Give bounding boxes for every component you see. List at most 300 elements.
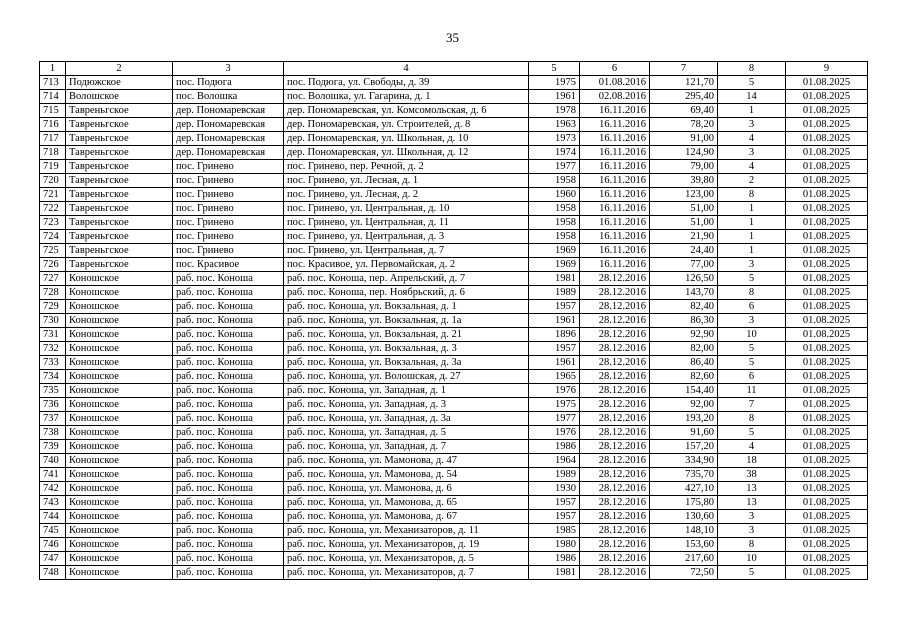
address-cell: раб. пос. Коноша, ул. Вокзальная, д. 1а [284, 314, 529, 328]
residents-cell: 8 [718, 538, 786, 552]
year-cell: 1964 [529, 454, 580, 468]
locality-cell: раб. пос. Коноша [173, 356, 284, 370]
column-header-5: 5 [529, 62, 580, 76]
settlement-cell: Тавреньгское [66, 244, 173, 258]
area-cell: 82,00 [650, 342, 718, 356]
residents-cell: 3 [718, 510, 786, 524]
planned-date-cell: 01.08.2025 [786, 160, 868, 174]
table-row [40, 468, 868, 482]
table-row [40, 300, 868, 314]
column-header-6: 6 [580, 62, 650, 76]
settlement-cell: Коношское [66, 300, 173, 314]
area-cell: 92,90 [650, 328, 718, 342]
address-cell: раб. пос. Коноша, ул. Мамонова, д. 67 [284, 510, 529, 524]
address-cell: дер. Пономаревская, ул. Школьная, д. 12 [284, 146, 529, 160]
residents-cell: 3 [718, 258, 786, 272]
table-row [40, 328, 868, 342]
locality-cell: раб. пос. Коноша [173, 384, 284, 398]
table-row [40, 356, 868, 370]
date-cell: 28.12.2016 [580, 370, 650, 384]
table-row [40, 272, 868, 286]
locality-cell: пос. Гринево [173, 230, 284, 244]
address-cell: пос. Гринево, ул. Лесная, д. 2 [284, 188, 529, 202]
settlement-cell: Коношское [66, 566, 173, 580]
year-cell: 1989 [529, 468, 580, 482]
locality-cell: раб. пос. Коноша [173, 510, 284, 524]
row-number-cell: 716 [40, 118, 66, 132]
planned-date-cell: 01.08.2025 [786, 216, 868, 230]
locality-cell: дер. Пономаревская [173, 146, 284, 160]
row-number-cell: 722 [40, 202, 66, 216]
row-number-cell: 718 [40, 146, 66, 160]
address-cell: раб. пос. Коноша, пер. Апрельский, д. 7 [284, 272, 529, 286]
date-cell: 16.11.2016 [580, 160, 650, 174]
row-number-cell: 729 [40, 300, 66, 314]
residents-cell: 8 [718, 412, 786, 426]
area-cell: 121,70 [650, 76, 718, 90]
address-cell: раб. пос. Коноша, ул. Волошская, д. 27 [284, 370, 529, 384]
year-cell: 1965 [529, 370, 580, 384]
settlement-cell: Тавреньгское [66, 188, 173, 202]
residents-cell: 1 [718, 104, 786, 118]
locality-cell: дер. Пономаревская [173, 132, 284, 146]
date-cell: 28.12.2016 [580, 356, 650, 370]
locality-cell: пос. Подюга [173, 76, 284, 90]
date-cell: 28.12.2016 [580, 524, 650, 538]
year-cell: 1978 [529, 104, 580, 118]
date-cell: 01.08.2016 [580, 76, 650, 90]
row-number-cell: 726 [40, 258, 66, 272]
date-cell: 16.11.2016 [580, 132, 650, 146]
settlement-cell: Волошское [66, 90, 173, 104]
settlement-cell: Тавреньгское [66, 216, 173, 230]
date-cell: 28.12.2016 [580, 384, 650, 398]
locality-cell: дер. Пономаревская [173, 104, 284, 118]
residents-cell: 11 [718, 384, 786, 398]
table-header [40, 62, 868, 76]
locality-cell: раб. пос. Коноша [173, 566, 284, 580]
area-cell: 153,60 [650, 538, 718, 552]
table-row [40, 496, 868, 510]
residents-cell: 1 [718, 244, 786, 258]
planned-date-cell: 01.08.2025 [786, 174, 868, 188]
row-number-cell: 738 [40, 426, 66, 440]
residents-cell: 5 [718, 272, 786, 286]
address-cell: пос. Гринево, ул. Лесная, д. 1 [284, 174, 529, 188]
settlement-cell: Тавреньгское [66, 202, 173, 216]
residents-cell: 10 [718, 328, 786, 342]
settlement-cell: Подюжское [66, 76, 173, 90]
settlement-cell: Коношское [66, 272, 173, 286]
area-cell: 21,90 [650, 230, 718, 244]
area-cell: 24,40 [650, 244, 718, 258]
table-row [40, 76, 868, 90]
table-row [40, 426, 868, 440]
date-cell: 28.12.2016 [580, 398, 650, 412]
planned-date-cell: 01.08.2025 [786, 566, 868, 580]
residents-cell: 3 [718, 146, 786, 160]
row-number-cell: 713 [40, 76, 66, 90]
row-number-cell: 723 [40, 216, 66, 230]
column-header-7: 7 [650, 62, 718, 76]
area-cell: 77,00 [650, 258, 718, 272]
address-cell: раб. пос. Коноша, ул. Мамонова, д. 6 [284, 482, 529, 496]
area-cell: 82,40 [650, 300, 718, 314]
area-cell: 427,10 [650, 482, 718, 496]
table-row [40, 412, 868, 426]
area-cell: 175,80 [650, 496, 718, 510]
row-number-cell: 720 [40, 174, 66, 188]
address-cell: раб. пос. Коноша, ул. Мамонова, д. 54 [284, 468, 529, 482]
address-cell: раб. пос. Коноша, ул. Западная, д. 3 [284, 398, 529, 412]
address-cell: раб. пос. Коноша, ул. Механизаторов, д. 5 [284, 552, 529, 566]
table-row [40, 482, 868, 496]
year-cell: 1930 [529, 482, 580, 496]
table-row [40, 244, 868, 258]
residents-cell: 3 [718, 524, 786, 538]
residents-cell: 13 [718, 482, 786, 496]
address-cell: пос. Гринево, пер. Речной, д. 2 [284, 160, 529, 174]
row-number-cell: 742 [40, 482, 66, 496]
year-cell: 1976 [529, 384, 580, 398]
locality-cell: раб. пос. Коноша [173, 482, 284, 496]
address-cell: раб. пос. Коноша, ул. Вокзальная, д. 1 [284, 300, 529, 314]
row-number-cell: 734 [40, 370, 66, 384]
year-cell: 1961 [529, 90, 580, 104]
settlement-cell: Коношское [66, 412, 173, 426]
date-cell: 28.12.2016 [580, 286, 650, 300]
address-cell: пос. Гринево, ул. Центральная, д. 7 [284, 244, 529, 258]
column-header-3: 3 [173, 62, 284, 76]
locality-cell: раб. пос. Коноша [173, 314, 284, 328]
locality-cell: раб. пос. Коноша [173, 286, 284, 300]
residents-cell: 14 [718, 90, 786, 104]
residents-cell: 5 [718, 342, 786, 356]
date-cell: 02.08.2016 [580, 90, 650, 104]
locality-cell: раб. пос. Коноша [173, 300, 284, 314]
planned-date-cell: 01.08.2025 [786, 272, 868, 286]
address-cell: дер. Пономаревская, ул. Комсомольская, д. 6 [284, 104, 529, 118]
planned-date-cell: 01.08.2025 [786, 230, 868, 244]
row-number-cell: 724 [40, 230, 66, 244]
settlement-cell: Коношское [66, 538, 173, 552]
area-cell: 92,00 [650, 398, 718, 412]
settlement-cell: Коношское [66, 370, 173, 384]
area-cell: 82,60 [650, 370, 718, 384]
locality-cell: раб. пос. Коноша [173, 496, 284, 510]
column-header-2: 2 [66, 62, 173, 76]
locality-cell: раб. пос. Коноша [173, 328, 284, 342]
table-row [40, 174, 868, 188]
residents-cell: 5 [718, 426, 786, 440]
table-row [40, 188, 868, 202]
settlement-cell: Тавреньгское [66, 258, 173, 272]
date-cell: 28.12.2016 [580, 272, 650, 286]
residents-cell: 3 [718, 118, 786, 132]
year-cell: 1986 [529, 552, 580, 566]
settlement-cell: Коношское [66, 454, 173, 468]
settlement-cell: Тавреньгское [66, 146, 173, 160]
row-number-cell: 740 [40, 454, 66, 468]
date-cell: 16.11.2016 [580, 258, 650, 272]
planned-date-cell: 01.08.2025 [786, 258, 868, 272]
date-cell: 16.11.2016 [580, 118, 650, 132]
address-cell: пос. Гринево, ул. Центральная, д. 10 [284, 202, 529, 216]
settlement-cell: Коношское [66, 524, 173, 538]
planned-date-cell: 01.08.2025 [786, 146, 868, 160]
area-cell: 86,30 [650, 314, 718, 328]
table-row [40, 258, 868, 272]
area-cell: 130,60 [650, 510, 718, 524]
address-cell: раб. пос. Коноша, пер. Ноябрьский, д. 6 [284, 286, 529, 300]
address-cell: пос. Гринево, ул. Центральная, д. 11 [284, 216, 529, 230]
locality-cell: раб. пос. Коноша [173, 398, 284, 412]
year-cell: 1957 [529, 300, 580, 314]
column-header-1: 1 [40, 62, 66, 76]
area-cell: 148,10 [650, 524, 718, 538]
residents-cell: 5 [718, 566, 786, 580]
residents-cell: 18 [718, 454, 786, 468]
planned-date-cell: 01.08.2025 [786, 510, 868, 524]
planned-date-cell: 01.08.2025 [786, 384, 868, 398]
date-cell: 28.12.2016 [580, 468, 650, 482]
area-cell: 334,90 [650, 454, 718, 468]
table-row [40, 118, 868, 132]
locality-cell: пос. Гринево [173, 244, 284, 258]
locality-cell: пос. Гринево [173, 202, 284, 216]
year-cell: 1975 [529, 76, 580, 90]
planned-date-cell: 01.08.2025 [786, 496, 868, 510]
residents-cell: 8 [718, 188, 786, 202]
date-cell: 16.11.2016 [580, 202, 650, 216]
locality-cell: пос. Волошка [173, 90, 284, 104]
planned-date-cell: 01.08.2025 [786, 482, 868, 496]
area-cell: 51,00 [650, 202, 718, 216]
year-cell: 1958 [529, 230, 580, 244]
date-cell: 28.12.2016 [580, 566, 650, 580]
row-number-cell: 737 [40, 412, 66, 426]
address-cell: раб. пос. Коноша, ул. Механизаторов, д. 11 [284, 524, 529, 538]
year-cell: 1961 [529, 314, 580, 328]
settlement-cell: Коношское [66, 552, 173, 566]
table-row [40, 510, 868, 524]
row-number-cell: 735 [40, 384, 66, 398]
area-cell: 91,00 [650, 132, 718, 146]
settlement-cell: Коношское [66, 286, 173, 300]
settlement-cell: Коношское [66, 482, 173, 496]
area-cell: 295,40 [650, 90, 718, 104]
residents-cell: 8 [718, 286, 786, 300]
table-row [40, 230, 868, 244]
address-cell: дер. Пономаревская, ул. Школьная, д. 10 [284, 132, 529, 146]
locality-cell: пос. Гринево [173, 174, 284, 188]
residents-cell: 5 [718, 356, 786, 370]
row-number-cell: 719 [40, 160, 66, 174]
area-cell: 143,70 [650, 286, 718, 300]
planned-date-cell: 01.08.2025 [786, 300, 868, 314]
locality-cell: раб. пос. Коноша [173, 272, 284, 286]
settlement-cell: Тавреньгское [66, 132, 173, 146]
area-cell: 193,20 [650, 412, 718, 426]
row-number-cell: 728 [40, 286, 66, 300]
row-number-cell: 714 [40, 90, 66, 104]
date-cell: 28.12.2016 [580, 482, 650, 496]
address-cell: раб. пос. Коноша, ул. Мамонова, д. 65 [284, 496, 529, 510]
address-cell: раб. пос. Коноша, ул. Западная, д. 1 [284, 384, 529, 398]
planned-date-cell: 01.08.2025 [786, 132, 868, 146]
row-number-cell: 743 [40, 496, 66, 510]
address-cell: раб. пос. Коноша, ул. Механизаторов, д. 19 [284, 538, 529, 552]
area-cell: 79,00 [650, 160, 718, 174]
settlement-cell: Коношское [66, 356, 173, 370]
planned-date-cell: 01.08.2025 [786, 188, 868, 202]
settlement-cell: Коношское [66, 426, 173, 440]
address-cell: раб. пос. Коноша, ул. Вокзальная, д. 3а [284, 356, 529, 370]
planned-date-cell: 01.08.2025 [786, 314, 868, 328]
residents-cell: 2 [718, 174, 786, 188]
row-number-cell: 741 [40, 468, 66, 482]
area-cell: 124,90 [650, 146, 718, 160]
table-row [40, 104, 868, 118]
locality-cell: пос. Гринево [173, 160, 284, 174]
date-cell: 28.12.2016 [580, 314, 650, 328]
row-number-cell: 745 [40, 524, 66, 538]
table-row [40, 314, 868, 328]
date-cell: 28.12.2016 [580, 412, 650, 426]
locality-cell: раб. пос. Коноша [173, 440, 284, 454]
date-cell: 16.11.2016 [580, 216, 650, 230]
date-cell: 28.12.2016 [580, 510, 650, 524]
table-row [40, 538, 868, 552]
year-cell: 1958 [529, 202, 580, 216]
residents-cell: 1 [718, 202, 786, 216]
row-number-cell: 730 [40, 314, 66, 328]
row-number-cell: 733 [40, 356, 66, 370]
locality-cell: раб. пос. Коноша [173, 524, 284, 538]
page-number: 35 [446, 30, 459, 45]
address-cell: раб. пос. Коноша, ул. Вокзальная, д. 3 [284, 342, 529, 356]
year-cell: 1973 [529, 132, 580, 146]
row-number-cell: 721 [40, 188, 66, 202]
residents-cell: 7 [718, 398, 786, 412]
year-cell: 1958 [529, 216, 580, 230]
area-cell: 39,80 [650, 174, 718, 188]
row-number-cell: 746 [40, 538, 66, 552]
table-row [40, 132, 868, 146]
row-number-cell: 725 [40, 244, 66, 258]
column-header-9: 9 [786, 62, 868, 76]
residents-cell: 4 [718, 440, 786, 454]
year-cell: 1977 [529, 412, 580, 426]
year-cell: 1960 [529, 188, 580, 202]
table-row [40, 342, 868, 356]
table-row [40, 216, 868, 230]
date-cell: 16.11.2016 [580, 146, 650, 160]
locality-cell: пос. Красивое [173, 258, 284, 272]
area-cell: 217,60 [650, 552, 718, 566]
planned-date-cell: 01.08.2025 [786, 370, 868, 384]
row-number-cell: 717 [40, 132, 66, 146]
residents-cell: 13 [718, 496, 786, 510]
year-cell: 1976 [529, 426, 580, 440]
year-cell: 1961 [529, 356, 580, 370]
date-cell: 16.11.2016 [580, 174, 650, 188]
date-cell: 28.12.2016 [580, 454, 650, 468]
area-cell: 126,50 [650, 272, 718, 286]
date-cell: 28.12.2016 [580, 342, 650, 356]
date-cell: 28.12.2016 [580, 300, 650, 314]
address-cell: раб. пос. Коноша, ул. Механизаторов, д. 7 [284, 566, 529, 580]
planned-date-cell: 01.08.2025 [786, 202, 868, 216]
date-cell: 16.11.2016 [580, 188, 650, 202]
address-cell: раб. пос. Коноша, ул. Вокзальная, д. 21 [284, 328, 529, 342]
year-cell: 1957 [529, 342, 580, 356]
address-cell: раб. пос. Коноша, ул. Мамонова, д. 47 [284, 454, 529, 468]
address-cell: дер. Пономаревская, ул. Строителей, д. 8 [284, 118, 529, 132]
residents-cell: 4 [718, 132, 786, 146]
date-cell: 28.12.2016 [580, 426, 650, 440]
planned-date-cell: 01.08.2025 [786, 398, 868, 412]
area-cell: 157,20 [650, 440, 718, 454]
planned-date-cell: 01.08.2025 [786, 454, 868, 468]
planned-date-cell: 01.08.2025 [786, 328, 868, 342]
year-cell: 1969 [529, 244, 580, 258]
settlement-cell: Коношское [66, 440, 173, 454]
settlement-cell: Тавреньгское [66, 118, 173, 132]
column-header-4: 4 [284, 62, 529, 76]
locality-cell: раб. пос. Коноша [173, 454, 284, 468]
table-row [40, 384, 868, 398]
locality-cell: раб. пос. Коноша [173, 412, 284, 426]
settlement-cell: Коношское [66, 398, 173, 412]
year-cell: 1985 [529, 524, 580, 538]
planned-date-cell: 01.08.2025 [786, 538, 868, 552]
date-cell: 28.12.2016 [580, 538, 650, 552]
address-cell: пос. Подюга, ул. Свободы, д. 39 [284, 76, 529, 90]
housing-registry-table [39, 61, 868, 580]
locality-cell: раб. пос. Коноша [173, 552, 284, 566]
address-cell: раб. пос. Коноша, ул. Западная, д. 3а [284, 412, 529, 426]
planned-date-cell: 01.08.2025 [786, 356, 868, 370]
planned-date-cell: 01.08.2025 [786, 76, 868, 90]
planned-date-cell: 01.08.2025 [786, 412, 868, 426]
table-row [40, 398, 868, 412]
planned-date-cell: 01.08.2025 [786, 468, 868, 482]
year-cell: 1957 [529, 510, 580, 524]
row-number-cell: 747 [40, 552, 66, 566]
table-row [40, 160, 868, 174]
area-cell: 69,40 [650, 104, 718, 118]
table-row [40, 524, 868, 538]
row-number-cell: 736 [40, 398, 66, 412]
row-number-cell: 732 [40, 342, 66, 356]
table-row [40, 370, 868, 384]
year-cell: 1981 [529, 272, 580, 286]
planned-date-cell: 01.08.2025 [786, 286, 868, 300]
area-cell: 78,20 [650, 118, 718, 132]
table-row [40, 90, 868, 104]
date-cell: 28.12.2016 [580, 440, 650, 454]
row-number-cell: 715 [40, 104, 66, 118]
address-cell: пос. Гринево, ул. Центральная, д. 3 [284, 230, 529, 244]
settlement-cell: Коношское [66, 342, 173, 356]
row-number-cell: 727 [40, 272, 66, 286]
planned-date-cell: 01.08.2025 [786, 104, 868, 118]
table-row [40, 454, 868, 468]
locality-cell: раб. пос. Коноша [173, 370, 284, 384]
date-cell: 16.11.2016 [580, 230, 650, 244]
year-cell: 1963 [529, 118, 580, 132]
